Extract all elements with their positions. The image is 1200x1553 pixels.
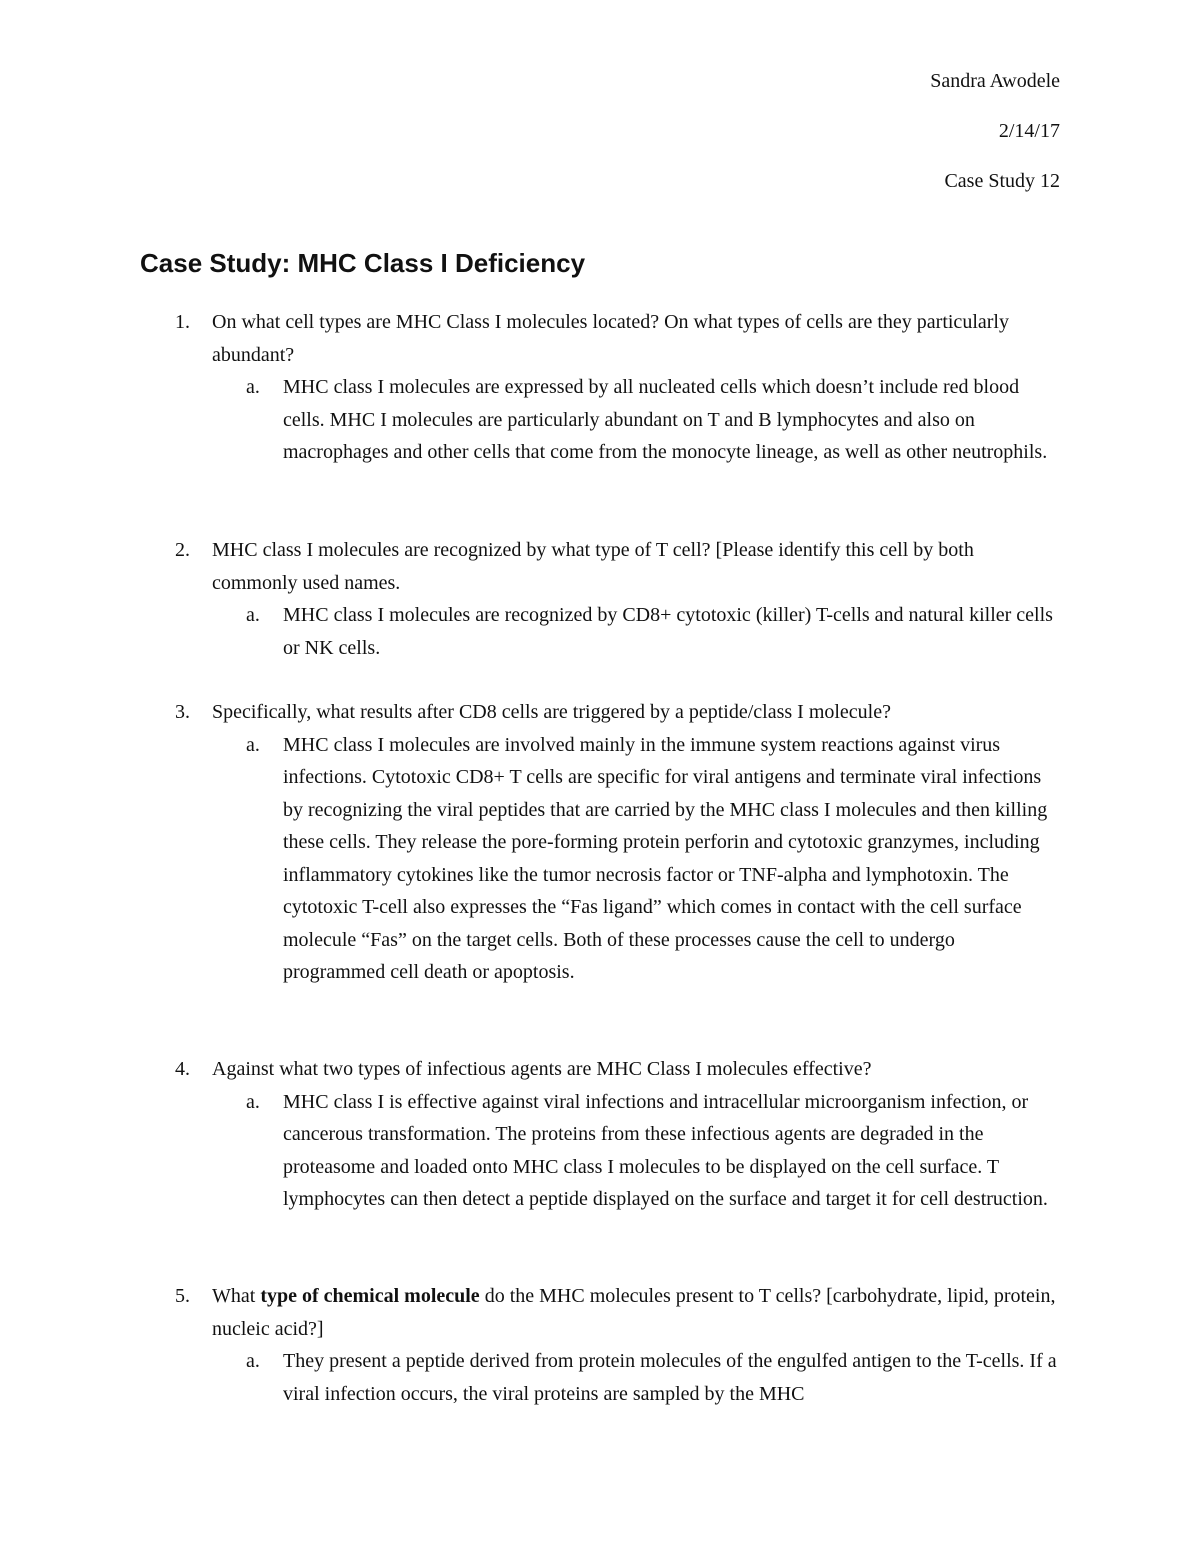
- answer-2: [0, 599, 1200, 664]
- case-study-number: Case Study 12: [944, 170, 1060, 192]
- answer-letter: a.: [246, 733, 260, 756]
- answer-letter: a.: [246, 604, 260, 626]
- question-number: 5.: [175, 1285, 190, 1307]
- question-number: 3.: [175, 701, 190, 723]
- answer-3: [0, 729, 1200, 989]
- question-block-2: [0, 534, 1200, 664]
- answer-text: They present a peptide derived from protein molecules of the engulfed antigen to the T-cells. If a viral infection occurs, the viral proteins are sampled by the MHC: [283, 1350, 1057, 1405]
- answer-text: MHC class I is effective against viral infections and intracellular microorganism infection, or cancerous transformation. The proteins from these infectious agents are degraded in the proteasome and loaded onto MHC class I molecules to be displayed on the cell surface. T lymphocytes can then detect a peptide displayed on the surface and target it for cell destruction.: [283, 1090, 1048, 1210]
- answer-letter: a.: [246, 376, 260, 398]
- question-text: MHC class I molecules are recognized by what type of T cell? [Please identify this cell by both commonly used names.: [212, 539, 974, 594]
- question-2: [0, 534, 1200, 599]
- question-number: 2.: [175, 539, 190, 561]
- document-title: Case Study: MHC Class I Deficiency: [140, 248, 586, 278]
- answer-text: MHC class I molecules are recognized by CD8+ cytotoxic (killer) T-cells and natural killer cells or NK cells.: [283, 604, 1053, 659]
- question-number: 4.: [175, 1058, 190, 1080]
- answer-text: MHC class I molecules are expressed by all nucleated cells which doesn’t include red blood cells. MHC I molecules are particularly abundant on T and B lymphocytes and also on macrophages and other cells that come from the monocyte lineage, as well as other neutrophils.: [283, 376, 1048, 463]
- author-name: Sandra Awodele: [930, 70, 1060, 92]
- question-text: Against what two types of infectious agents are MHC Class I molecules effective?: [212, 1058, 872, 1080]
- question-block-1: [0, 306, 1200, 469]
- question-text-emphasis: type of chemical molecule: [260, 1285, 480, 1307]
- question-text: Specifically, what results after CD8 cells are triggered by a peptide/class I molecule?: [212, 701, 891, 723]
- question-5: [0, 1280, 1200, 1345]
- answer-1: [0, 371, 1200, 469]
- question-1: [0, 306, 1200, 371]
- question-block-3: [0, 696, 1200, 989]
- question-block-4: [0, 1053, 1200, 1216]
- question-text-end: do the MHC molecules present to T cells? [carbohydrate, lipid, protein, nucleic acid?]: [212, 1285, 1056, 1340]
- answer-letter: a.: [246, 1090, 260, 1113]
- question-text: On what cell types are MHC Class I molecules located? On what types of cells are they particularly abundant?: [212, 311, 1009, 366]
- question-number: 1.: [175, 311, 190, 333]
- answer-5: [0, 1345, 1200, 1410]
- question-4: [0, 1053, 1200, 1086]
- document-date: 2/14/17: [998, 120, 1060, 142]
- answer-letter: a.: [246, 1350, 260, 1372]
- question-text-start: What: [212, 1285, 261, 1307]
- answer-text: MHC class I molecules are involved mainly in the immune system reactions against virus infections. Cytotoxic CD8+ T cells are specific for viral antigens and terminate viral infections by recognizing the viral peptides that are carried by the MHC class I molecules and then killing these cells. They release the pore-forming protein perforin and cytotoxic granzymes, including inflammatory cytokines like the tumor necrosis factor or TNF-alpha and lymphotoxin. The cytotoxic T-cell also expresses the “Fas ligand” which comes in contact with the cell surface molecule “Fas” on the target cells. Both of these processes cause the cell to undergo programmed cell death or apoptosis.: [283, 733, 1048, 983]
- answer-4: [0, 1086, 1200, 1216]
- question-block-5: [0, 1280, 1200, 1410]
- question-3: [0, 696, 1200, 729]
